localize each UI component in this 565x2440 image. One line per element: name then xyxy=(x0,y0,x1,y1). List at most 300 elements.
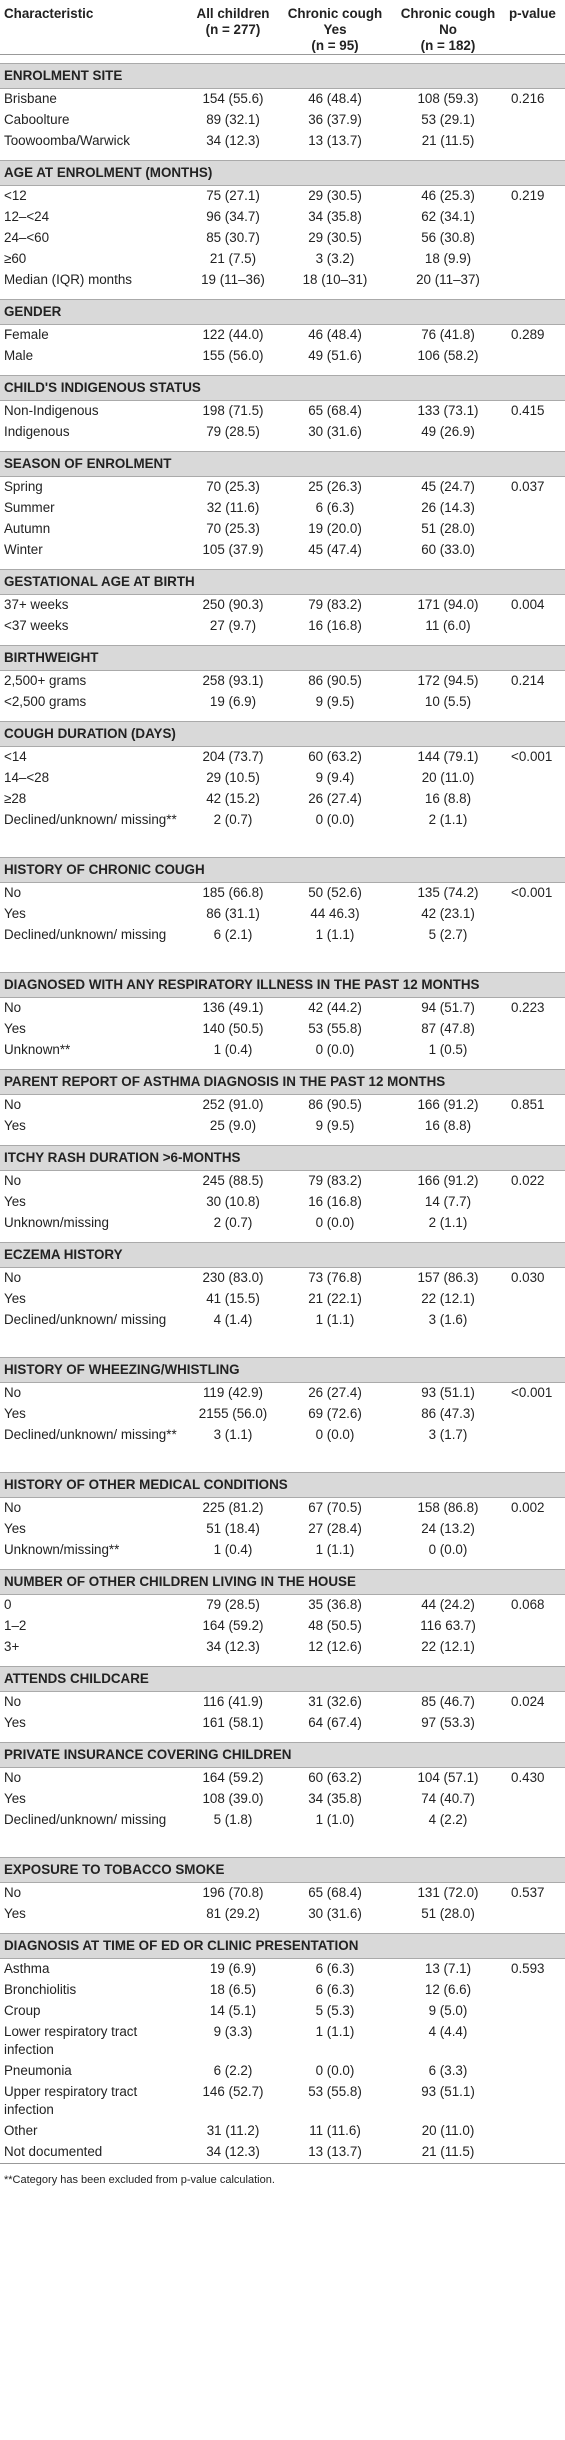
table-row xyxy=(0,904,565,925)
table-row xyxy=(0,1595,565,1617)
row-label: 24–<60 xyxy=(4,230,50,245)
cell-cough-no: 158 (86.8) xyxy=(417,1500,479,1515)
cell-cough-yes: 1 (1.0) xyxy=(315,1812,355,1827)
cell-cough-no: 157 (86.3) xyxy=(417,1270,479,1285)
cell-cough-yes: 1 (1.1) xyxy=(315,1312,355,1327)
row-label: Other xyxy=(4,2123,38,2138)
row-label: Not documented xyxy=(0,2142,185,2164)
cell-all-children: 2 (0.7) xyxy=(213,812,253,827)
cell-cough-yes: 5 (5.3) xyxy=(315,2003,355,2018)
cell-cough-yes: 9 (9.5) xyxy=(315,694,355,709)
spacer-cell xyxy=(0,1061,565,1070)
table-row xyxy=(0,692,565,713)
cell-cough-no: 166 (91.2) xyxy=(417,1097,479,1112)
section-title: ITCHY RASH DURATION >6-MONTHS xyxy=(0,1146,565,1171)
section-header-row xyxy=(0,1070,565,1095)
cell-cough-yes: 26 (27.4) xyxy=(308,1385,362,1400)
cell-cough-no: 51 (28.0) xyxy=(421,521,475,536)
section-title: ENROLMENT SITE xyxy=(0,64,565,89)
section-spacer xyxy=(0,849,565,858)
cell-cough-no: 22 (12.1) xyxy=(421,1639,475,1654)
cell-cough-yes: 27 (28.4) xyxy=(308,1521,362,1536)
cell-p-value xyxy=(507,768,565,789)
cell-all-children: 196 (70.8) xyxy=(202,1885,264,1900)
table-row xyxy=(0,1789,565,1810)
cell-cough-no: 131 (72.0) xyxy=(417,1885,479,1900)
row-label: No xyxy=(4,1000,22,1015)
cell-cough-no: 0 (0.0) xyxy=(428,1542,468,1557)
cell-cough-yes: 31 (32.6) xyxy=(308,1694,362,1709)
cell-cough-yes: 0 (0.0) xyxy=(315,1215,355,1230)
cell-cough-no: 76 (41.8) xyxy=(421,327,475,342)
table-row xyxy=(0,1637,565,1658)
spacer-cell xyxy=(0,1925,565,1934)
cell-cough-no: 16 (8.8) xyxy=(424,1118,472,1133)
table-row xyxy=(0,616,565,637)
cell-cough-no: 85 (46.7) xyxy=(421,1694,475,1709)
table-row xyxy=(0,1310,565,1349)
row-label: <37 weeks xyxy=(4,618,69,633)
cell-p-value xyxy=(507,1789,565,1810)
cell-all-children: 108 (39.0) xyxy=(202,1791,264,1806)
cell-cough-no: 26 (14.3) xyxy=(421,500,475,515)
cell-cough-no: 6 (3.3) xyxy=(428,2063,468,2078)
cell-all-children: 79 (28.5) xyxy=(206,424,260,439)
cell-cough-yes: 0 (0.0) xyxy=(315,1427,355,1442)
cell-p-value: 0.593 xyxy=(511,1961,545,1976)
cell-p-value xyxy=(507,1540,565,1561)
cell-cough-yes: 26 (27.4) xyxy=(308,791,362,806)
row-label: Upper respiratory tract infection xyxy=(4,2084,138,2117)
cell-cough-yes: 3 (3.2) xyxy=(315,251,355,266)
section-title: CHILD'S INDIGENOUS STATUS xyxy=(0,376,565,401)
row-label: Yes xyxy=(4,1021,26,1036)
cell-all-children: 164 (59.2) xyxy=(202,1618,264,1633)
table-row xyxy=(0,110,565,131)
cell-cough-no: 42 (23.1) xyxy=(421,906,475,921)
cell-all-children: 6 (2.1) xyxy=(213,927,253,942)
row-label: 2,500+ grams xyxy=(4,673,87,688)
section-title: GESTATIONAL AGE AT BIRTH xyxy=(0,570,565,595)
cell-cough-no: 20 (11.0) xyxy=(421,770,475,785)
cell-p-value xyxy=(507,1425,565,1464)
cell-p-value: 0.216 xyxy=(511,91,545,106)
row-label: Lower respiratory tract infection xyxy=(4,2024,138,2057)
cell-all-children: 146 (52.7) xyxy=(202,2084,264,2099)
table-row xyxy=(0,401,565,423)
header-chronic-cough-no: Chronic cough No (n = 182) xyxy=(389,0,507,55)
cell-all-children: 105 (37.9) xyxy=(202,542,264,557)
footnote: **Category has been excluded from p-value calculation. xyxy=(4,2174,275,2186)
table-body xyxy=(0,55,565,2164)
cell-cough-yes: 60 (63.2) xyxy=(308,1770,362,1785)
cell-all-children: 19 (11–36) xyxy=(201,272,265,287)
row-label: 37+ weeks xyxy=(4,597,69,612)
cell-p-value: 0.030 xyxy=(511,1270,545,1285)
row-label: ≥28 xyxy=(4,791,27,806)
row-label: Declined/unknown/ missing xyxy=(4,927,167,942)
cell-all-children: 30 (10.8) xyxy=(206,1194,260,1209)
spacer-cell xyxy=(0,561,565,570)
cell-p-value: 0.022 xyxy=(511,1173,545,1188)
cell-cough-yes: 53 (55.8) xyxy=(308,1021,362,1036)
cell-p-value: 0.219 xyxy=(511,188,545,203)
cell-p-value xyxy=(507,2061,565,2082)
table-row xyxy=(0,519,565,540)
table-row xyxy=(0,477,565,499)
row-label: Male xyxy=(4,348,34,363)
cell-cough-no: 86 (47.3) xyxy=(421,1406,475,1421)
table-row xyxy=(0,89,565,111)
cell-all-children: 3 (1.1) xyxy=(213,1427,253,1442)
table-row xyxy=(0,1810,565,1849)
cell-cough-yes: 42 (44.2) xyxy=(308,1000,362,1015)
cell-all-children: 41 (15.5) xyxy=(206,1291,260,1306)
spacer-cell xyxy=(0,713,565,722)
cell-cough-no: 16 (8.8) xyxy=(424,791,472,806)
cell-all-children: 154 (55.6) xyxy=(202,91,264,106)
cell-p-value: 0.223 xyxy=(511,1000,545,1015)
cell-cough-no: 4 (4.4) xyxy=(428,2024,468,2039)
cell-cough-yes: 6 (6.3) xyxy=(315,1961,355,1976)
table-row xyxy=(0,1171,565,1193)
row-label: 14–<28 xyxy=(4,770,50,785)
cell-cough-no: 104 (57.1) xyxy=(417,1770,479,1785)
table-row xyxy=(0,2061,565,2082)
cell-p-value xyxy=(507,498,565,519)
cell-cough-yes: 30 (31.6) xyxy=(308,1906,362,1921)
cell-p-value: 0.430 xyxy=(511,1770,545,1785)
cell-cough-no: 74 (40.7) xyxy=(421,1791,475,1806)
cell-cough-no: 9 (5.0) xyxy=(428,2003,468,2018)
cell-p-value: 0.002 xyxy=(511,1500,545,1515)
spacer-cell xyxy=(0,443,565,452)
cell-cough-yes: 1 (1.1) xyxy=(315,1542,355,1557)
cell-cough-no: 60 (33.0) xyxy=(421,542,475,557)
cell-cough-yes: 13 (13.7) xyxy=(281,2142,389,2164)
table-row xyxy=(0,1289,565,1310)
cell-cough-yes: 34 (35.8) xyxy=(308,1791,362,1806)
section-title: PARENT REPORT OF ASTHMA DIAGNOSIS IN THE PAST 12 MONTHS xyxy=(0,1070,565,1095)
cell-all-children: 4 (1.4) xyxy=(213,1312,253,1327)
cell-all-children: 2 (0.7) xyxy=(213,1215,253,1230)
cell-all-children: 19 (6.9) xyxy=(209,1961,257,1976)
cell-cough-no: 133 (73.1) xyxy=(417,403,479,418)
row-label: 1–2 xyxy=(4,1618,27,1633)
header-all-children: All children (n = 277) xyxy=(185,0,281,55)
section-header-row xyxy=(0,1358,565,1383)
cell-all-children: 2155 (56.0) xyxy=(198,1406,268,1421)
table-row xyxy=(0,422,565,443)
cell-p-value xyxy=(507,2001,565,2022)
header-chronic-cough-yes: Chronic cough Yes (n = 95) xyxy=(281,0,389,55)
cell-all-children: 136 (49.1) xyxy=(202,1000,264,1015)
spacer-cell xyxy=(0,1734,565,1743)
cell-cough-yes: 0 (0.0) xyxy=(315,2063,355,2078)
cell-all-children: 70 (25.3) xyxy=(206,521,260,536)
cell-cough-yes: 19 (20.0) xyxy=(308,521,362,536)
cell-cough-no: 172 (94.5) xyxy=(417,673,479,688)
row-label: Declined/unknown/ missing xyxy=(4,1312,167,1327)
cell-cough-yes: 64 (67.4) xyxy=(308,1715,362,1730)
table-row xyxy=(0,1616,565,1637)
table-row xyxy=(0,1519,565,1540)
section-header-row xyxy=(0,1667,565,1692)
row-label: Female xyxy=(4,327,49,342)
row-label: Indigenous xyxy=(4,424,70,439)
row-label: 0 xyxy=(4,1597,12,1612)
section-spacer xyxy=(0,1234,565,1243)
cell-cough-yes: 6 (6.3) xyxy=(315,1982,355,1997)
cell-all-children: 75 (27.1) xyxy=(206,188,260,203)
table-row xyxy=(0,2121,565,2142)
table-row xyxy=(0,747,565,769)
cell-p-value xyxy=(507,1192,565,1213)
cell-all-children: 230 (83.0) xyxy=(202,1270,264,1285)
table-row xyxy=(0,540,565,561)
cell-all-children: 32 (11.6) xyxy=(206,500,260,515)
cell-p-value: 0.851 xyxy=(511,1097,545,1112)
cell-all-children: 29 (10.5) xyxy=(206,770,260,785)
table-row xyxy=(0,1040,565,1061)
cell-cough-yes: 25 (26.3) xyxy=(308,479,362,494)
cell-p-value: <0.001 xyxy=(511,1385,553,1400)
table-row xyxy=(0,1116,565,1137)
cell-cough-yes: 49 (51.6) xyxy=(308,348,362,363)
row-label: Croup xyxy=(4,2003,41,2018)
section-title: SEASON OF ENROLMENT xyxy=(0,452,565,477)
row-label: Median (IQR) months xyxy=(4,272,132,287)
cell-all-children: 225 (81.2) xyxy=(202,1500,264,1515)
row-label: Yes xyxy=(4,1715,26,1730)
cell-cough-yes: 9 (9.5) xyxy=(315,1118,355,1133)
row-label: 3+ xyxy=(4,1639,20,1654)
cell-p-value xyxy=(507,1404,565,1425)
cell-cough-no: 12 (6.6) xyxy=(424,1982,472,1997)
cell-cough-yes: 1 (1.1) xyxy=(315,927,355,942)
section-header-row xyxy=(0,452,565,477)
cell-all-children: 164 (59.2) xyxy=(202,1770,264,1785)
cell-p-value xyxy=(507,2142,565,2164)
cell-all-children: 119 (42.9) xyxy=(202,1385,264,1400)
table-row xyxy=(0,768,565,789)
cell-p-value: <0.001 xyxy=(511,885,553,900)
row-label: Unknown/missing** xyxy=(4,1542,120,1557)
cell-all-children: 42 (15.2) xyxy=(206,791,260,806)
cell-p-value xyxy=(507,1213,565,1234)
cell-p-value xyxy=(507,692,565,713)
section-spacer xyxy=(0,1464,565,1473)
cell-cough-yes: 79 (83.2) xyxy=(308,1173,362,1188)
table-row xyxy=(0,1498,565,1520)
row-label: Declined/unknown/ missing xyxy=(4,1812,167,1827)
section-header-row xyxy=(0,1243,565,1268)
cell-p-value xyxy=(507,1310,565,1349)
cell-cough-no: 93 (51.1) xyxy=(421,2084,475,2099)
cell-cough-yes: 1 (1.1) xyxy=(315,2024,355,2039)
table-row xyxy=(0,1192,565,1213)
cell-cough-no: 3 (1.6) xyxy=(428,1312,468,1327)
table-row xyxy=(0,1904,565,1925)
cell-all-children: 140 (50.5) xyxy=(202,1021,264,1036)
cell-p-value xyxy=(507,1040,565,1061)
cell-p-value: 0.004 xyxy=(511,597,545,612)
section-spacer xyxy=(0,443,565,452)
cell-all-children: 25 (9.0) xyxy=(209,1118,257,1133)
table-row xyxy=(0,925,565,964)
row-label: Yes xyxy=(4,1118,26,1133)
cell-cough-yes: 46 (48.4) xyxy=(308,327,362,342)
cell-cough-yes: 21 (22.1) xyxy=(308,1291,362,1306)
cell-cough-no: 21 (11.5) xyxy=(389,2142,507,2164)
section-title: DIAGNOSED WITH ANY RESPIRATORY ILLNESS IN THE PAST 12 MONTHS xyxy=(0,973,565,998)
cell-cough-yes: 0 (0.0) xyxy=(315,1042,355,1057)
cell-cough-yes: 46 (48.4) xyxy=(308,91,362,106)
cell-p-value xyxy=(507,110,565,131)
cell-p-value: 0.068 xyxy=(511,1597,545,1612)
cell-cough-yes: 29 (30.5) xyxy=(308,188,362,203)
spacer-cell xyxy=(0,152,565,161)
cell-all-children: 252 (91.0) xyxy=(202,1097,264,1112)
section-spacer xyxy=(0,561,565,570)
cell-all-children: 1 (0.4) xyxy=(213,1042,253,1057)
cell-all-children: 250 (90.3) xyxy=(202,597,264,612)
cell-cough-yes: 53 (55.8) xyxy=(308,2084,362,2099)
cell-all-children: 204 (73.7) xyxy=(202,749,264,764)
row-label: Unknown/missing xyxy=(4,1215,109,1230)
cell-p-value xyxy=(507,2082,565,2121)
table-row xyxy=(0,595,565,617)
cell-p-value xyxy=(507,1289,565,1310)
cell-p-value xyxy=(507,131,565,152)
table-row xyxy=(0,883,565,905)
row-label: Asthma xyxy=(4,1961,50,1976)
cell-all-children: 18 (6.5) xyxy=(209,1982,257,1997)
cell-all-children: 34 (12.3) xyxy=(206,133,260,148)
cell-p-value: <0.001 xyxy=(511,749,553,764)
cell-cough-no: 20 (11.0) xyxy=(421,2123,475,2138)
table-row xyxy=(0,346,565,367)
cell-cough-no: 22 (12.1) xyxy=(421,1291,475,1306)
row-label: ≥60 xyxy=(4,251,27,266)
table-row xyxy=(0,1883,565,1905)
cell-cough-no: 11 (6.0) xyxy=(425,618,471,633)
row-label: No xyxy=(4,1173,22,1188)
cell-cough-no: 49 (26.9) xyxy=(421,424,475,439)
section-spacer xyxy=(0,713,565,722)
section-header-row xyxy=(0,64,565,89)
section-header-row xyxy=(0,161,565,186)
table-row xyxy=(0,498,565,519)
table-row xyxy=(0,671,565,693)
cell-cough-yes: 9 (9.4) xyxy=(315,770,355,785)
cell-all-children: 258 (93.1) xyxy=(202,673,264,688)
cell-cough-no: 1 (0.5) xyxy=(428,1042,468,1057)
header-row xyxy=(0,0,565,55)
row-label: Toowoomba/Warwick xyxy=(4,133,131,148)
cell-cough-no: 44 (24.2) xyxy=(421,1597,475,1612)
cell-all-children: 96 (34.7) xyxy=(206,209,260,224)
cell-cough-no: 94 (51.7) xyxy=(421,1000,475,1015)
row-label: Winter xyxy=(4,542,43,557)
spacer-cell xyxy=(0,1561,565,1570)
section-spacer xyxy=(0,1061,565,1070)
cell-p-value xyxy=(507,540,565,561)
section-spacer xyxy=(0,1734,565,1743)
cell-p-value xyxy=(507,1519,565,1540)
cell-p-value xyxy=(507,925,565,964)
row-label: <14 xyxy=(4,749,27,764)
section-header-row xyxy=(0,646,565,671)
row-label: Yes xyxy=(4,1291,26,1306)
cell-cough-yes: 30 (31.6) xyxy=(308,424,362,439)
cell-cough-no: 14 (7.7) xyxy=(424,1194,472,1209)
table-row xyxy=(0,249,565,270)
section-header-row xyxy=(0,570,565,595)
row-label: Yes xyxy=(4,1791,26,1806)
cell-all-children: 34 (12.3) xyxy=(185,2142,281,2164)
cell-cough-no: 20 (11–37) xyxy=(416,272,480,287)
table-row xyxy=(0,1213,565,1234)
cell-p-value xyxy=(507,422,565,443)
table-row xyxy=(0,998,565,1020)
cell-cough-yes: 65 (68.4) xyxy=(308,1885,362,1900)
spacer-cell xyxy=(0,367,565,376)
cell-cough-yes: 48 (50.5) xyxy=(308,1618,362,1633)
cell-cough-no: 5 (2.7) xyxy=(428,927,468,942)
cell-all-children: 122 (44.0) xyxy=(202,327,264,342)
row-label: Declined/unknown/ missing** xyxy=(4,1427,177,1442)
cell-cough-no: 51 (28.0) xyxy=(421,1906,475,1921)
cell-cough-yes: 45 (47.4) xyxy=(308,542,362,557)
section-title: BIRTHWEIGHT xyxy=(0,646,565,671)
table-row xyxy=(0,2022,565,2061)
row-label: No xyxy=(4,1097,22,1112)
table-row xyxy=(0,131,565,152)
cell-p-value xyxy=(507,1116,565,1137)
cell-p-value xyxy=(507,249,565,270)
cell-p-value xyxy=(507,2022,565,2061)
cell-p-value xyxy=(507,346,565,367)
table-row xyxy=(0,1692,565,1714)
section-title: EXPOSURE TO TOBACCO SMOKE xyxy=(0,1858,565,1883)
section-title: HISTORY OF CHRONIC COUGH xyxy=(0,858,565,883)
row-label: 12–<24 xyxy=(4,209,50,224)
row-label: No xyxy=(4,1885,22,1900)
cell-p-value xyxy=(507,1616,565,1637)
cell-p-value xyxy=(507,2121,565,2142)
cell-cough-no: 2 (1.1) xyxy=(428,812,468,827)
table-row xyxy=(0,207,565,228)
section-spacer xyxy=(0,1925,565,1934)
section-header-row xyxy=(0,1570,565,1595)
section-spacer xyxy=(0,291,565,300)
cell-all-children: 9 (3.3) xyxy=(213,2024,253,2039)
cell-p-value xyxy=(507,1810,565,1849)
row-label: No xyxy=(4,1770,22,1785)
cell-all-children: 161 (58.1) xyxy=(202,1715,264,1730)
row-label: Caboolture xyxy=(4,112,70,127)
section-spacer xyxy=(0,1561,565,1570)
spacer-cell xyxy=(0,1234,565,1243)
cell-cough-yes: 34 (35.8) xyxy=(308,209,362,224)
cell-cough-no: 18 (9.9) xyxy=(424,251,472,266)
cell-all-children: 27 (9.7) xyxy=(209,618,257,633)
header-p-value: p-value xyxy=(507,0,565,55)
cell-cough-no: 116 63.7) xyxy=(420,1618,476,1633)
cell-all-children: 86 (31.1) xyxy=(206,906,260,921)
header-characteristic: Characteristic xyxy=(0,0,185,55)
